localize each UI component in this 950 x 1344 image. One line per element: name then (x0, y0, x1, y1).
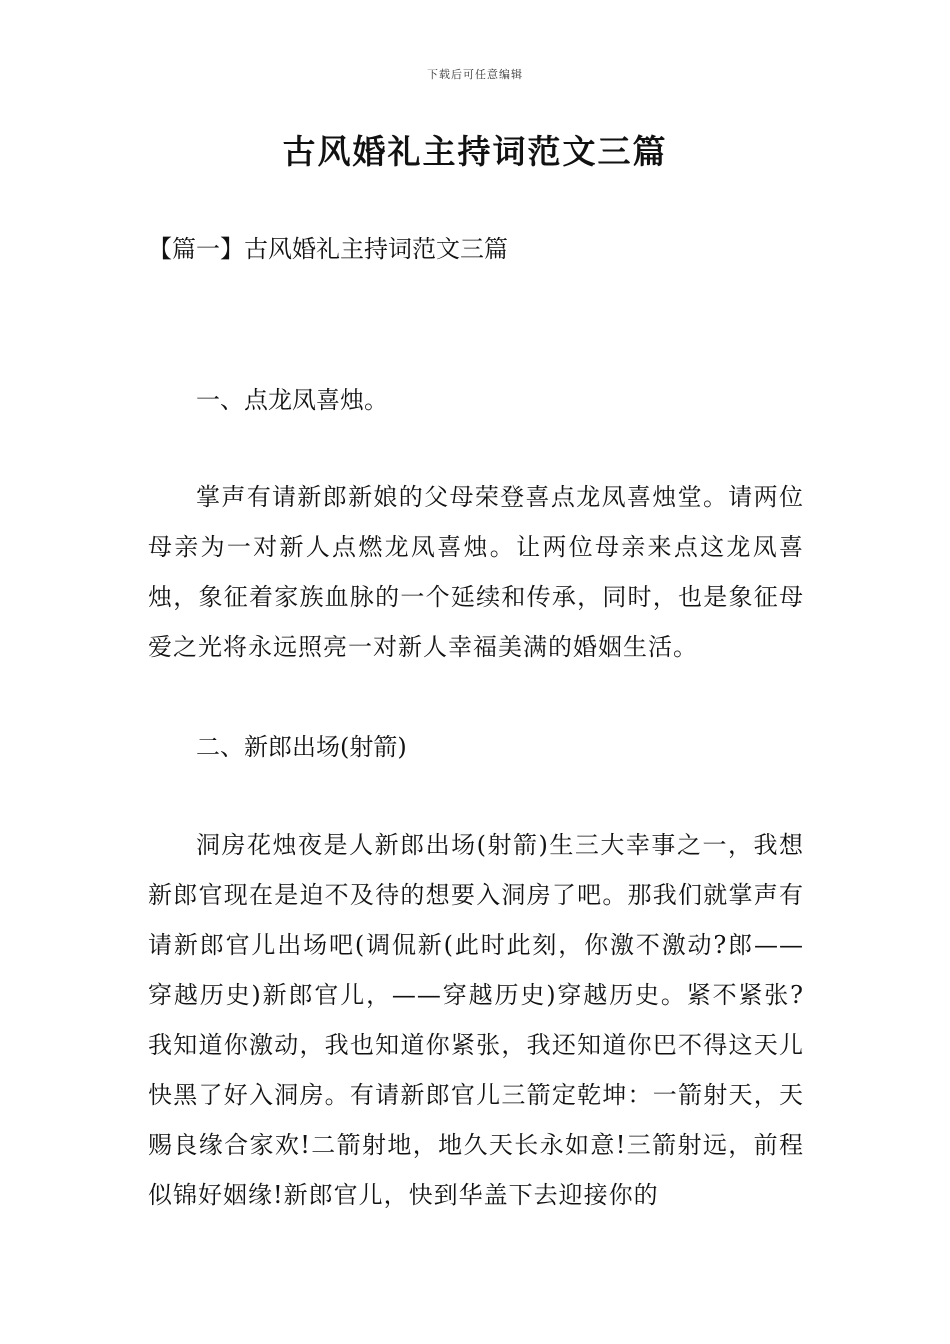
item-heading-1: 一、点龙凤喜烛。 (196, 386, 388, 414)
item-body-2: 洞房花烛夜是人新郎出场(射箭)生三大幸事之一，我想新郎官现在是迫不及待的想要入洞房了吧。那我们就掌声有请新郎官儿出场吧(调侃新(此时此刻，你激不激动?郎——穿越历史)新郎官儿，——穿越历史)穿越历史。紧不紧张?我知道你激动，我也知道你紧张，我还知道你巴不得这天儿快黑了好入洞房。有请新郎官儿三箭定乾坤：一箭射天，天赐良缘合家欢!二箭射地，地久天长永如意!三箭射远，前程似锦好姻缘!新郎官儿，快到华盖下去迎接你的 (148, 831, 804, 1209)
document-title: 古风婚礼主持词范文三篇 (282, 132, 668, 171)
section-heading: 【篇一】古风婚礼主持词范文三篇 (148, 235, 508, 263)
page-header-note: 下载后可任意编辑 (427, 68, 523, 81)
item-body-1: 掌声有请新郎新娘的父母荣登喜点龙凤喜烛堂。请两位母亲为一对新人点燃龙凤喜烛。让两位母亲来点这龙凤喜烛，象征着家族血脉的一个延续和传承，同时，也是象征母爱之光将永远照亮一对新人幸福美满的婚姻生活。 (148, 483, 804, 661)
item-heading-2: 二、新郎出场(射箭) (196, 733, 407, 761)
